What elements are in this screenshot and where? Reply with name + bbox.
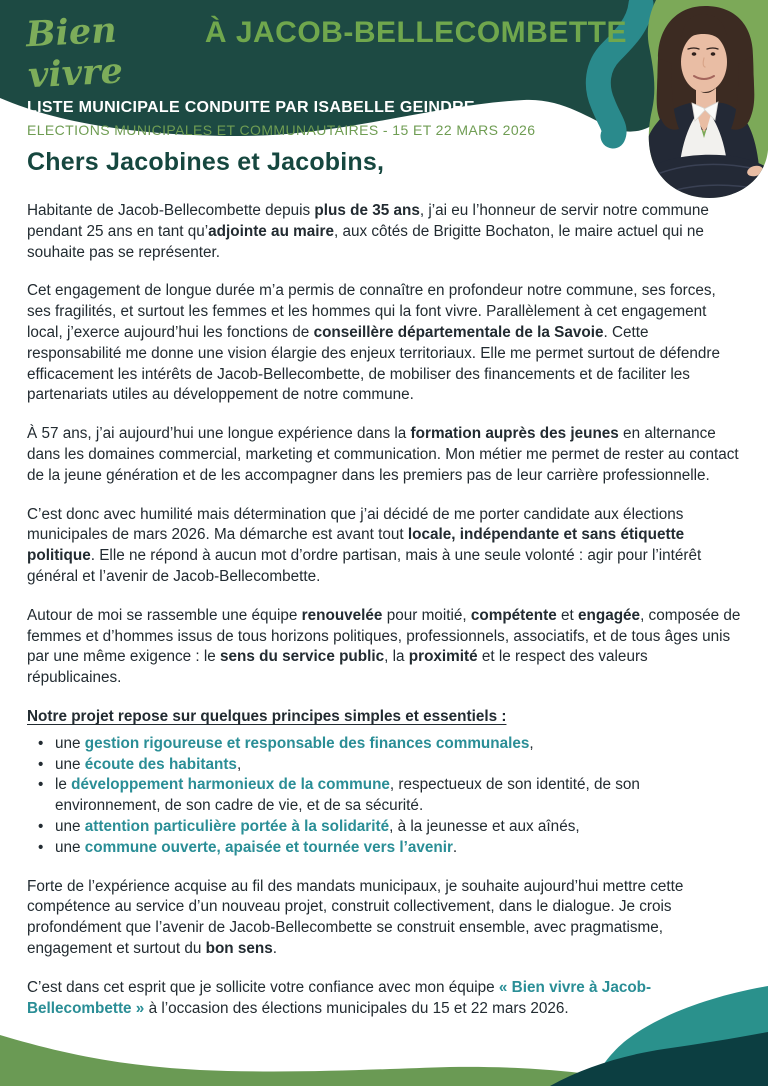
emphasis-text: proximité	[408, 648, 478, 666]
emphasis-text: attention particulière portée à la solidarité	[84, 817, 390, 835]
plain-text: une	[55, 755, 85, 773]
salutation-heading: Chers Jacobines et Jacobins,	[27, 148, 385, 176]
plain-text: , à la jeunesse et aux aînés,	[389, 817, 580, 835]
emphasis-text: engagée	[578, 606, 641, 624]
plain-text: . Cette responsabilité me donne une vision élargie des enjeux territoriaux. Elle me permet surtout de défendre efficacement les intérêts de Jacob-Bellecombette, de mobiliser des financements et de faciliter les partenariats utiles au développement de notre commune.	[27, 323, 721, 404]
plain-text: une	[55, 734, 85, 752]
plain-text: en alternance dans les domaines commercial, marketing et communication. Mon métier me permet de rester au contact de la jeune génération et de les accompagner dans les premiers pas de leur carrière professionnelle.	[27, 425, 739, 484]
header-list-line: LISTE MUNICIPALE CONDUITE PAR ISABELLE GEINDRE	[27, 99, 475, 116]
emphasis-text: écoute des habitants	[84, 755, 237, 773]
letter-paragraph	[27, 201, 741, 263]
portrait-right-eye	[711, 52, 716, 56]
portrait-left-eye	[692, 52, 697, 56]
plain-text: ,	[529, 734, 534, 752]
plain-text: Autour de moi se rassemble une équipe	[27, 606, 302, 624]
emphasis-text: « Bien vivre à Jacob-Bellecombette »	[27, 978, 652, 1017]
principle-item	[27, 734, 741, 755]
principle-item	[27, 775, 741, 817]
plain-text: Habitante de Jacob-Bellecombette depuis	[27, 202, 315, 219]
emphasis-text: gestion rigoureuse et responsable des finances communales	[84, 734, 530, 752]
letter-paragraph	[27, 424, 741, 486]
plain-text: , composée de femmes et d’hommes issus de tous horizons politiques, professionnels, associatifs, et de tous âges unis par une même exigence : le	[27, 606, 741, 666]
header-banner	[24, 9, 627, 138]
closing-paragraphs	[27, 877, 741, 1020]
plain-text: , la	[384, 648, 409, 666]
plain-text: à l’occasion des élections municipales du 15 et 22 mars 2026.	[144, 999, 569, 1017]
plain-text: .	[272, 939, 277, 957]
emphasis-text: sens du service public	[220, 648, 385, 666]
emphasis-text: locale, indépendante et sans étiquette politique	[27, 526, 685, 565]
plain-text: ,	[236, 755, 242, 773]
emphasis-text: plus de 35 ans	[314, 202, 420, 219]
emphasis-text: renouvelée	[301, 606, 383, 624]
letter-paragraph	[27, 877, 741, 960]
letter-paragraph	[27, 978, 741, 1020]
principle-item	[27, 838, 741, 859]
plain-text: , aux côtés de Brigitte Bochaton, le maire actuel qui ne souhaite pas se représenter.	[27, 222, 704, 261]
plain-text: le	[55, 776, 72, 794]
plain-text: une	[55, 838, 85, 856]
header-elections-line: ELECTIONS MUNICIPALES ET COMMUNAUTAIRES - 15 ET 22 MARS 2026	[27, 122, 536, 138]
letter-paragraph	[27, 505, 741, 588]
letter-paragraph	[27, 606, 741, 689]
brand-main-title: À JACOB-BELLECOMBETTE	[204, 16, 627, 49]
principle-item	[27, 755, 741, 776]
principles-heading: Notre projet repose sur quelques principes simples et essentiels :	[27, 707, 507, 725]
portrait-face	[681, 32, 727, 92]
brand-title-row	[24, 9, 627, 97]
emphasis-text: commune ouverte, apaisée et tournée vers l’avenir	[84, 838, 453, 856]
emphasis-text: bon sens	[205, 939, 273, 957]
plain-text: .	[452, 838, 458, 856]
principle-item	[27, 817, 741, 838]
emphasis-text: conseillère départementale de la Savoie	[313, 323, 604, 341]
intro-paragraphs	[27, 201, 741, 689]
letter-paragraph	[27, 281, 741, 406]
plain-text: À 57 ans, j’ai aujourd’hui une longue expérience dans la	[27, 425, 411, 443]
emphasis-text: formation auprès des jeunes	[410, 425, 619, 443]
plain-text: une	[55, 817, 85, 835]
emphasis-text: développement harmonieux de la commune	[71, 776, 390, 794]
plain-text: pour moitié,	[382, 606, 471, 624]
principles-list	[27, 734, 741, 859]
plain-text: , j’ai eu l’honneur de servir notre commune pendant 25 ans en tant qu’	[27, 202, 709, 240]
plain-text: , respectueux de son identité, de son environnement, de son cadre de vie, et de sa sécurité.	[55, 776, 640, 815]
plain-text: Cet engagement de longue durée m’a permis de connaître en profondeur notre commune, ses forces, ses fragilités, et surtout les femmes et les hommes qui la font vivre. Parallèlement à cet engagement local, j’exerce aujourd’hui les fonctions de	[27, 282, 716, 341]
plain-text: et le respect des valeurs républicaines.	[27, 648, 648, 687]
emphasis-text: adjointe au maire	[208, 222, 334, 240]
plain-text: et	[556, 606, 578, 624]
plain-text: . Elle ne répond à aucun mot d’ordre partisan, mais à une seule volonté : agir pour l’intérêt général et l’avenir de Jacob-Bellecombette.	[27, 547, 702, 585]
plain-text: Forte de l’expérience acquise au fil des mandats municipaux, je souhaite aujourd’hui mettre cette compétence au service d’un nouveau projet, construit collectivement, dans le dialogue. Je crois profondément que l’avenir de Jacob-Bellecombette se construit ensemble, avec pragmatisme, engagement et surtout du	[27, 877, 684, 957]
plain-text: C’est dans cet esprit que je sollicite votre confiance avec mon équipe	[27, 978, 499, 996]
letter-body	[27, 148, 741, 1037]
emphasis-text: compétente	[470, 606, 557, 624]
footer-wave-green	[0, 1035, 654, 1086]
plain-text: C’est donc avec humilité mais détermination que j’ai décidé de me porter candidate aux élections municipales de mars 2026. Ma démarche est avant tout	[27, 505, 684, 544]
brand-script-title: Bien vivre	[24, 9, 124, 97]
